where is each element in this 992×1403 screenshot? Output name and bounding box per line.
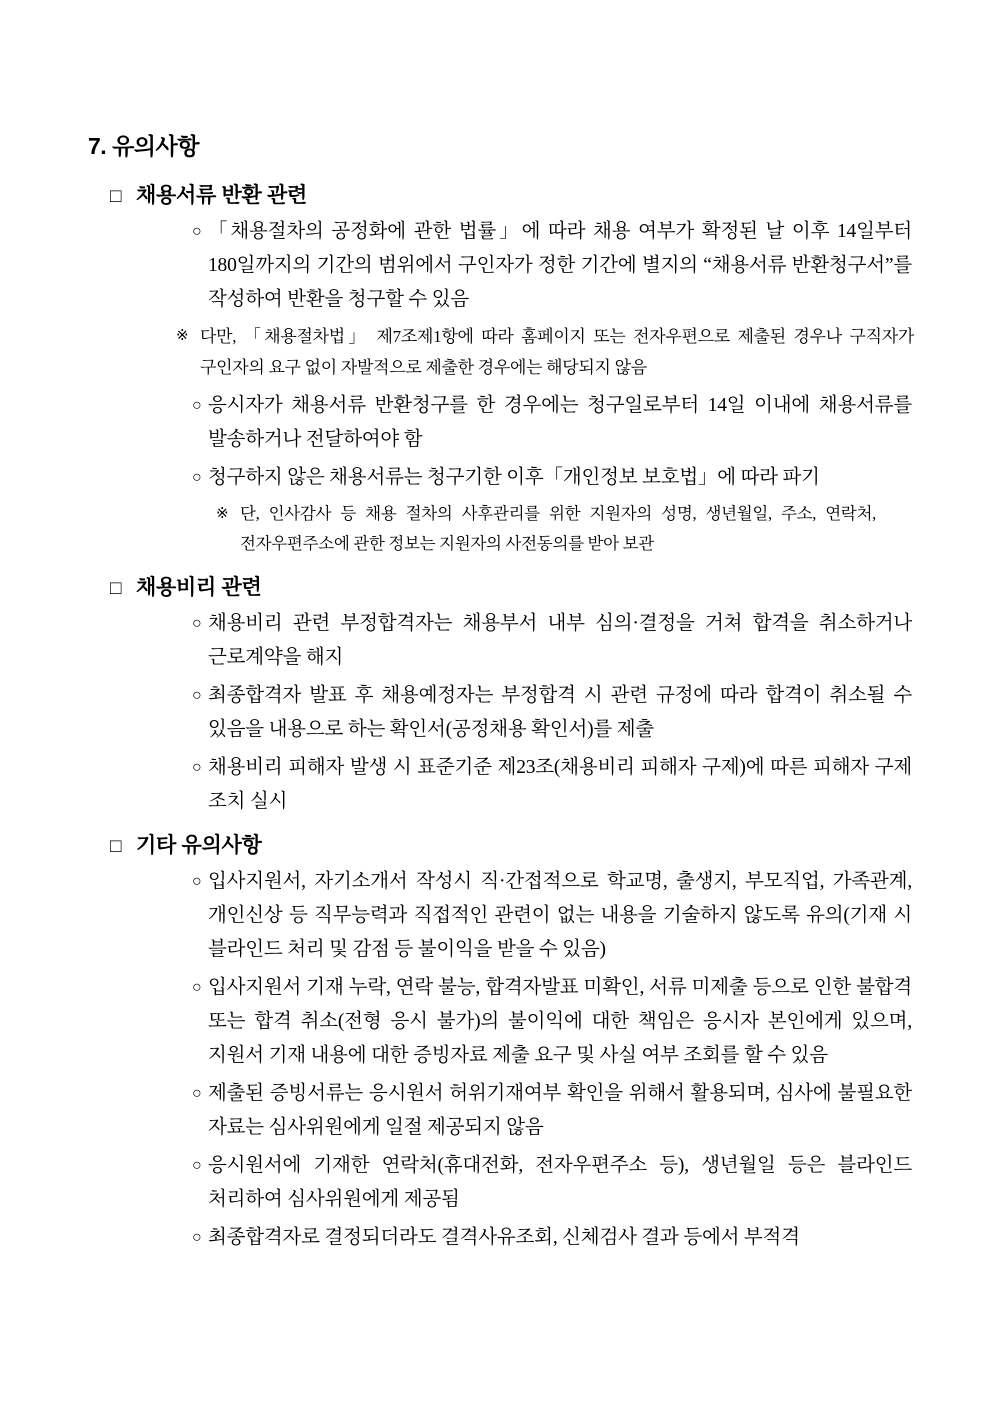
list-item-text: 입사지원서 기재 누락, 연락 불능, 합격자발표 미확인, 서류 미제출 등으로 인한 불합격 또는 합격 취소(전형 응시 불가)의 불이익에 대한 책임은 응시자 본인에게 있으며, 지원서 기재 내용에 대한 증빙자료 제출 요구 및 사실 여부 조회를 할 수 있음: [208, 977, 912, 1066]
circle-bullet-icon: ○: [192, 1229, 202, 1246]
list-item: [178, 865, 914, 967]
list-item-text: 최종합격자로 결정되더라도 결격사유조회, 신체검사 결과 등에서 부적격: [208, 1227, 800, 1248]
note-text: 다만, 「채용절차법」 제7조제1항에 따라 홈페이지 또는 전자우편으로 제출된 경우나 구직자가 구인자의 요구 없이 자발적으로 제출한 경우에는 해당되지 않음: [200, 327, 914, 377]
list-item-text: 채용비리 피해자 발생 시 표준기준 제23조(채용비리 피해자 구제)에 따른 피해자 구제 조치 실시: [208, 757, 912, 812]
note-text: 단, 인사감사 등 채용 절차의 사후관리를 위한 지원자의 성명, 생년월일, 주소, 연락처, 전자우편주소에 관한 정보는 지원자의 사전동의를 받아 보관: [240, 504, 876, 553]
list-item-text: 응시자가 채용서류 반환청구를 한 경우에는 청구일로부터 14일 이내에 채용서류를 발송하거나 전달하여야 함: [208, 395, 912, 450]
circle-bullet-icon: ○: [192, 1157, 202, 1174]
list-item-text: 제출된 증빙서류는 응시원서 허위기재여부 확인을 위해서 활용되며, 심사에 불필요한 자료는 심사위원에게 일절 제공되지 않음: [208, 1083, 912, 1138]
list-item-text: 청구하지 않은 채용서류는 청구기한 이후「개인정보 보호법」에 따라 파기: [208, 467, 820, 488]
item-list-1: [88, 215, 914, 317]
square-bullet-icon: □: [110, 836, 122, 857]
note-line: [176, 321, 914, 383]
list-item: [178, 1149, 914, 1217]
section-block-2: [88, 571, 914, 819]
block-heading-text: 채용비리 관련: [136, 576, 262, 599]
circle-bullet-icon: ○: [192, 979, 202, 996]
item-list-1b: [88, 389, 914, 495]
section-number: 7.: [88, 133, 107, 159]
circle-bullet-icon: ○: [192, 615, 202, 632]
list-item-text: 응시원서에 기재한 연락처(휴대전화, 전자우편주소 등), 생년월일 등은 블라인드 처리하여 심사위원에게 제공됨: [208, 1155, 912, 1210]
block-heading-3: [110, 829, 914, 859]
reference-mark-icon: ※: [176, 328, 189, 344]
list-item: [178, 461, 914, 495]
section-block-1: [88, 179, 914, 559]
block-heading-1: [110, 179, 914, 209]
circle-bullet-icon: ○: [192, 469, 202, 486]
list-item-text: 채용비리 관련 부정합격자는 채용부서 내부 심의·결정을 거쳐 합격을 취소하거나 근로계약을 해지: [208, 613, 912, 668]
circle-bullet-icon: ○: [192, 687, 202, 704]
list-item-text: 「채용절차의 공정화에 관한 법률」에 따라 채용 여부가 확정된 날 이후 14일부터 180일까지의 기간의 범위에서 구인자가 정한 기간에 별지의 “채용서류 반환청구서”를 작성하여 반환을 청구할 수 있음: [208, 221, 912, 310]
list-item: [178, 607, 914, 675]
list-item: [178, 215, 914, 317]
list-item: [178, 679, 914, 747]
square-bullet-icon: □: [110, 578, 122, 599]
section-block-3: [88, 829, 914, 1255]
list-item: [178, 1077, 914, 1145]
item-list-3: [88, 865, 914, 1255]
list-item: [178, 971, 914, 1073]
list-item: [178, 751, 914, 819]
circle-bullet-icon: ○: [192, 1085, 202, 1102]
item-list-2: [88, 607, 914, 819]
section-title-text: 유의사항: [112, 133, 199, 159]
note-line: [216, 499, 914, 559]
page-title: [88, 128, 914, 161]
reference-mark-icon: ※: [216, 506, 229, 522]
block-heading-text: 기타 유의사항: [136, 834, 262, 857]
block-heading-2: [110, 571, 914, 601]
square-bullet-icon: □: [110, 186, 122, 207]
list-item-text: 최종합격자 발표 후 채용예정자는 부정합격 시 관련 규정에 따라 합격이 취소될 수 있음을 내용으로 하는 확인서(공정채용 확인서)를 제출: [208, 685, 912, 740]
list-item-text: 입사지원서, 자기소개서 작성시 직·간접적으로 학교명, 출생지, 부모직업, 가족관계, 개인신상 등 직무능력과 직접적인 관련이 없는 내용을 기술하지 않도록 유의(기재 시 블라인드 처리 및 감점 등 불이익을 받을 수 있음): [208, 871, 912, 960]
list-item: [178, 1221, 914, 1255]
circle-bullet-icon: ○: [192, 397, 202, 414]
block-heading-text: 채용서류 반환 관련: [136, 184, 307, 207]
circle-bullet-icon: ○: [192, 223, 202, 240]
list-item: [178, 389, 914, 457]
circle-bullet-icon: ○: [192, 759, 202, 776]
circle-bullet-icon: ○: [192, 873, 202, 890]
